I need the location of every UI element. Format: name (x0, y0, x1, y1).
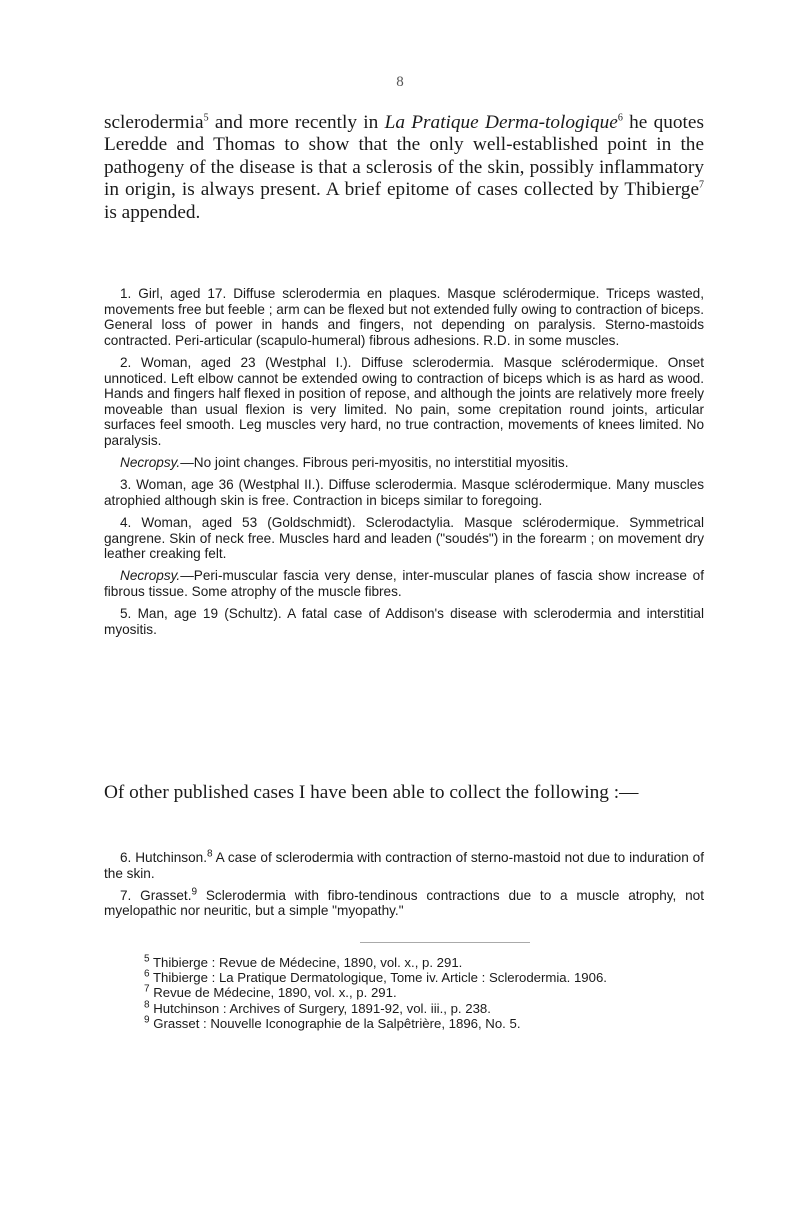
footnote-text: Grasset : Nouvelle Iconographie de la Salpêtrière, 1896, No. 5. (149, 1015, 521, 1031)
footnote-mark: 8 (144, 999, 150, 1011)
necropsy-note-1 (104, 455, 704, 471)
case-6 (104, 850, 704, 881)
other-cases-intro: Of other published cases I have been able to collect the following :— (104, 782, 639, 803)
footnotes (104, 955, 704, 1031)
necropsy-text: —No joint changes. Fibrous peri-myositis, no interstitial myositis. (180, 455, 569, 471)
necropsy-text: —Peri-muscular fascia very dense, inter-muscular planes of fascia show increase of fibrous tissue. Some atrophy of the muscle fibres. (104, 568, 704, 600)
footnote-mark: 7 (144, 984, 150, 996)
footnote-5 (104, 955, 704, 970)
necropsy-label: Necropsy. (120, 568, 181, 584)
intro-text-4: is appended. (104, 201, 201, 223)
case-6-author: 6. Hutchinson. (120, 850, 207, 865)
footnote-ref-8: 8 (206, 848, 213, 860)
intro-text-1: sclerodermia (104, 112, 204, 133)
footnote-9 (104, 1016, 704, 1031)
necropsy-label: Necropsy. (120, 455, 181, 471)
footnote-divider (360, 942, 530, 943)
case-2: 2. Woman, aged 23 (Westphal I.). Diffuse sclerodermia. Masque sclérodermique. Onset unnoticed. Left elbow cannot be extended owing to contraction of biceps which is as hard as wood. Hands and fingers half flexed in position of repose, and although the joints are relatively more freely moveable than usual flexion is very limited. No pain, some crepitation round joints, articular surfaces feel smooth. Leg muscles very hard, no true contraction, movements of knees limited. No paralysis. (104, 354, 704, 448)
footnote-text: Revue de Médecine, 1890, vol. x., p. 291. (149, 985, 397, 1001)
footnote-6 (104, 970, 704, 985)
case-1: 1. Girl, aged 17. Diffuse sclerodermia en plaques. Masque sclérodermique. Triceps wasted, movements free but feeble ; arm can be flexed but not extended fully owing to contraction of biceps. General loss of power in hands and fingers, not depending on paralysis. Sterno-mastoids contracted. Peri-articular (scapulo-humeral) fibrous adhesions. R.D. in some muscles. (104, 286, 704, 348)
footnote-text: Hutchinson : Archives of Surgery, 1891-92, vol. iii., p. 238. (149, 1000, 491, 1016)
case-list (104, 286, 704, 644)
case-3: 3. Woman, age 36 (Westphal II.). Diffuse sclerodermia. Masque sclérodermique. Many muscles atrophied although skin is free. Contraction in biceps similar to foregoing. (104, 477, 704, 508)
case-7-text: Sclerodermia with fibro-tendinous contractions due to a muscle atrophy, not myelopathic nor neuritic, but a simple "myopathy." (104, 887, 705, 919)
footnote-mark: 6 (144, 968, 150, 980)
case-5: 5. Man, age 19 (Schultz). A fatal case of Addison's disease with sclerodermia and interstitial myositis. (104, 606, 704, 637)
case-7-author: 7. Grasset. (120, 887, 192, 903)
intro-paragraph (104, 112, 704, 224)
case-7 (104, 888, 704, 919)
footnote-mark: 9 (144, 1014, 150, 1026)
footnote-ref-6: 6 (617, 112, 623, 124)
case-6-text: A case of sclerodermia with contraction of sterno-mastoid not due to induration of the skin. (104, 850, 704, 881)
necropsy-note-2 (104, 568, 704, 599)
footnote-ref-7: 7 (699, 179, 704, 191)
footnote-ref-5: 5 (203, 112, 209, 124)
other-case-list (104, 850, 704, 926)
intro-text-3: he quotes Leredde and Thomas to show that the only well-established point in the pathogeny of the disease is that a sclerosis of the skin, possibly inflammatory in origin, is always present. A brief epitome of cases collected by Thibierge (104, 112, 704, 201)
intro-text-2: and more recently in (208, 112, 385, 133)
book-title: La Pratique Derma-tologique (384, 112, 618, 133)
footnote-ref-9: 9 (191, 886, 198, 898)
footnote-8 (104, 1001, 704, 1016)
case-4: 4. Woman, aged 53 (Goldschmidt). Sclerodactylia. Masque sclérodermique. Symmetrical gangrene. Skin of neck free. Muscles hard and leaden ("soudés") in the forearm ; on movement dry leather creaking felt. (104, 515, 704, 562)
footnote-mark: 5 (144, 953, 150, 965)
page-number: 8 (396, 74, 404, 90)
footnote-text: Thibierge : Revue de Médecine, 1890, vol. x., p. 291. (149, 955, 463, 970)
footnote-7 (104, 985, 704, 1000)
footnote-text: Thibierge : La Pratique Dermatologique, Tome iv. Article : Sclerodermia. 1906. (149, 970, 607, 986)
